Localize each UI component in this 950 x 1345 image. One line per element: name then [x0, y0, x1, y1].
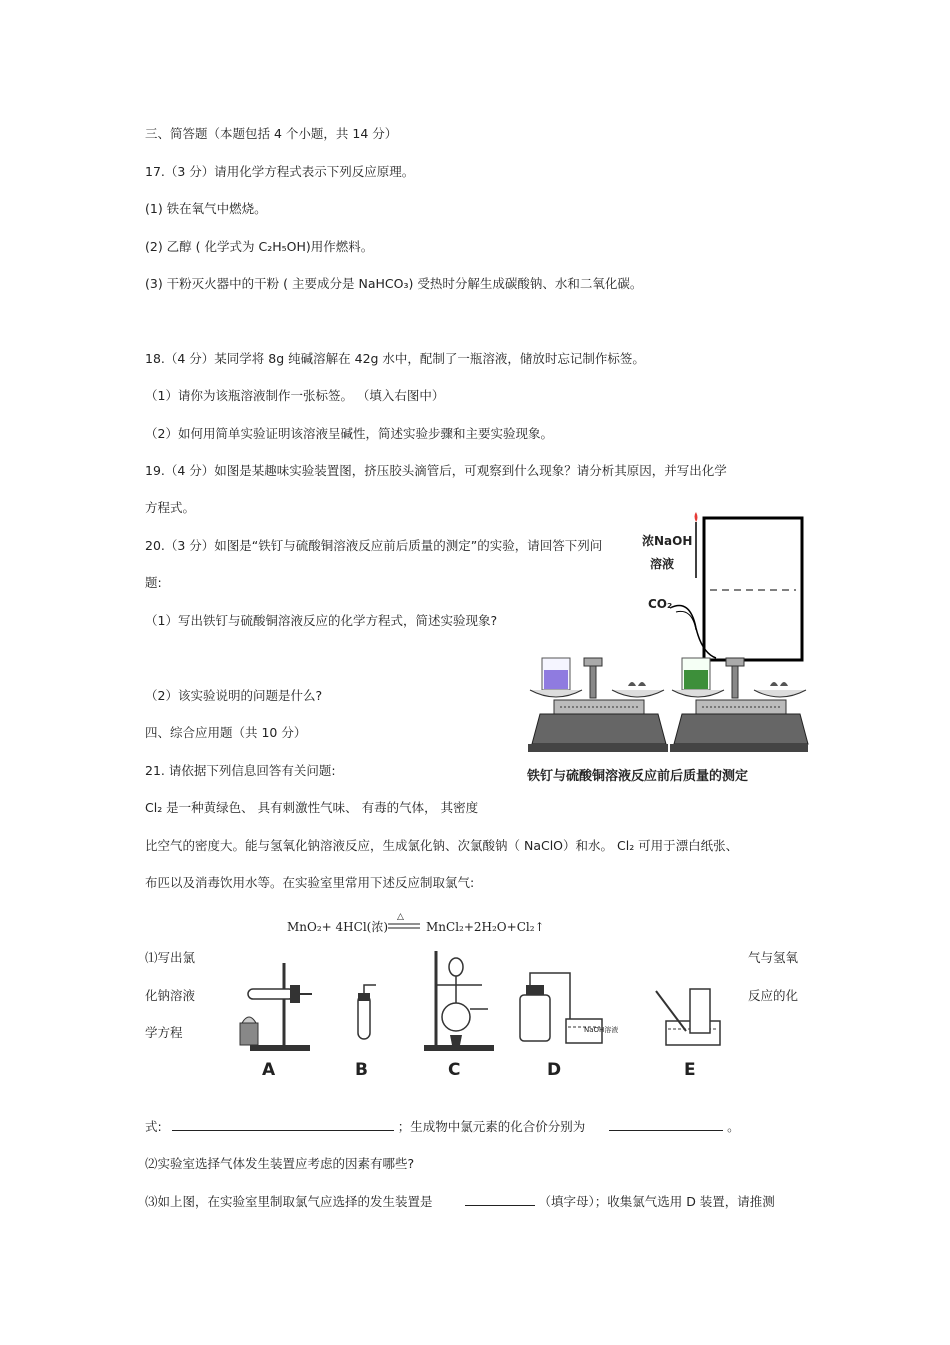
q20-stem-line2: 题:	[145, 575, 162, 590]
q18-stem: 18.（4 分）某同学将 8g 纯碱溶解在 42g 水中，配制了一瓶溶液，储放时忘记制作标签。	[145, 351, 645, 366]
q21-stem: 21. 请依据下列信息回答有关问题:	[145, 763, 336, 778]
q19-stem-line1: 19.（4 分）如图是某趣味实验装置图，挤压胶头滴管后，可观察到什么现象？请分析其原因，并写出化学	[145, 463, 727, 478]
q21-p1-right-2: 反应的化	[748, 988, 799, 1003]
equation-condition: △	[397, 912, 404, 922]
q17-part3: (3) 干粉灭火器中的干粉 ( 主要成分是 NaHCO₃) 受热时分解生成碳酸钠、水和二氧化碳。	[145, 276, 643, 291]
q18-part2: （2）如何用简单实验证明该溶液呈碱性，简述实验步骤和主要实验现象。	[145, 426, 553, 441]
q21-p1-end-line	[145, 1118, 740, 1135]
q21-p1-left-2: 化钠溶液	[145, 988, 196, 1003]
apparatus-label-c: C	[448, 1060, 461, 1080]
fig19-label-co2: CO₂	[648, 597, 673, 611]
q21-p1-end-b: ；生成物中氯元素的化合价分别为	[397, 1119, 586, 1134]
apparatus-label-e: E	[684, 1060, 696, 1080]
q20-stem-line1: 20.（3 分）如图是“铁钉与硫酸铜溶液反应前后质量的测定”的实验，请回答下列问	[145, 538, 603, 553]
q21-part2: ⑵实验室选择气体发生装置应考虑的因素有哪些?	[145, 1156, 415, 1171]
fig20-caption: 铁钉与硫酸铜溶液反应前后质量的测定	[527, 769, 749, 784]
fig20-balance-figure	[520, 650, 810, 765]
apparatus-label-b: B	[355, 1060, 368, 1080]
q21-p3-line	[145, 1193, 775, 1210]
apparatus-figure	[220, 945, 740, 1085]
q21-p1-end-c: 。	[727, 1119, 740, 1134]
fig19-label-naoh-2: 溶液	[650, 557, 675, 571]
q21-info-line3: 布匹以及消毒饮用水等。在实验室里常用下述反应制取氯气:	[145, 875, 475, 890]
q21-p1-left-1: ⑴写出氯	[145, 950, 196, 965]
q17-part1: (1) 铁在氧气中燃烧。	[145, 201, 267, 216]
fig19-bottle-figure	[640, 508, 810, 668]
equation-right: MnCl₂+2H₂O+Cl₂↑	[426, 920, 545, 934]
q18-part1: （1）请你为该瓶溶液制作一张标签。 （填入右图中）	[145, 388, 445, 403]
apparatus-naoh-label: NaOH溶液	[584, 1026, 619, 1034]
q20-part2: （2）该实验说明的问题是什么?	[145, 688, 323, 703]
answer-blank-valence[interactable]	[609, 1118, 723, 1131]
q21-info-line2: 比空气的密度大。能与氢氧化钠溶液反应，生成氯化钠、次氯酸钠（ NaClO）和水。 Cl₂ 可用于漂白纸张、	[145, 838, 739, 853]
q21-p1-right-1: 气与氢氧	[748, 950, 799, 965]
section4-heading: 四、综合应用题（共 10 分）	[145, 725, 307, 740]
q21-p1-end-a: 式:	[145, 1119, 162, 1134]
q21-p3-a: ⑶如上图，在实验室里制取氯气应选择的发生装置是	[145, 1194, 433, 1209]
equation-double-line	[388, 922, 420, 930]
q21-p3-b: （填字母）；收集氯气选用 D 装置，请推测	[538, 1194, 775, 1209]
q20-part1: （1）写出铁钉与硫酸铜溶液反应的化学方程式，简述实验现象?	[145, 613, 498, 628]
apparatus-label-d: D	[547, 1060, 562, 1080]
fig19-label-naoh-1: 浓NaOH	[642, 534, 693, 548]
equation-left: MnO₂+ 4HCl(浓)	[287, 920, 389, 934]
q17-part2: (2) 乙醇 ( 化学式为 C₂H₅OH)用作燃料。	[145, 239, 374, 254]
q21-p1-left-3: 学方程	[145, 1025, 183, 1040]
q17-stem: 17.（3 分）请用化学方程式表示下列反应原理。	[145, 164, 415, 179]
answer-blank-equation[interactable]	[172, 1118, 394, 1131]
q19-stem-line2: 方程式。	[145, 500, 196, 515]
section3-heading: 三、简答题（本题包括 4 个小题，共 14 分）	[145, 126, 398, 141]
apparatus-label-a: A	[262, 1060, 276, 1080]
answer-blank-apparatus[interactable]	[465, 1193, 535, 1206]
q21-info-line1: Cl₂ 是一种黄绿色、 具有刺激性气味、 有毒的气体， 其密度	[145, 800, 479, 815]
